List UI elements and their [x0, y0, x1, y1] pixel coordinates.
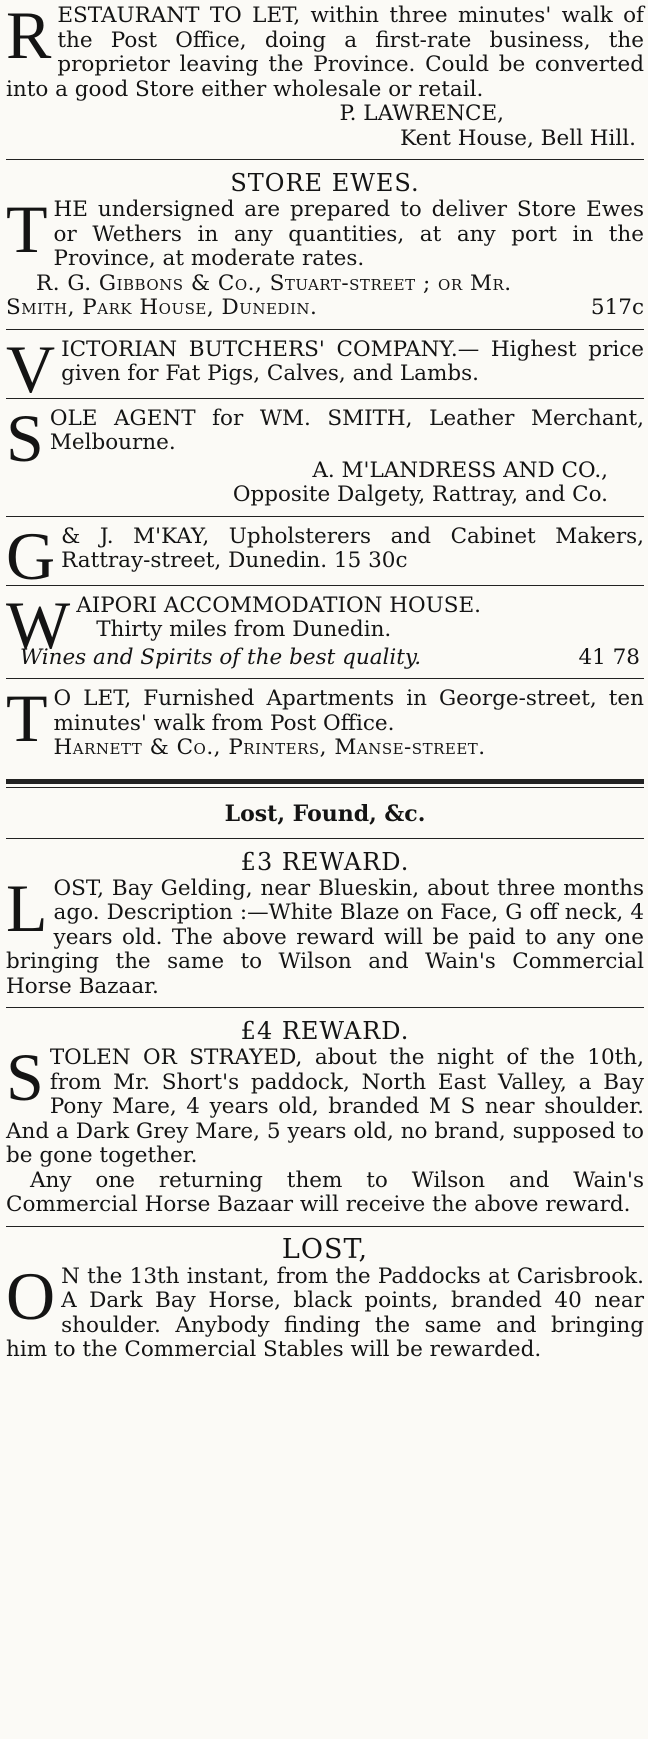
ad-lost	[6, 1235, 644, 1363]
ad-reward-3-body	[6, 869, 644, 1000]
ad-heading: £4 REWARD.	[240, 1017, 410, 1045]
ad-text: ESTAURANT TO LET, within three minutes' walk of the Post Office, doing a first-rate business, the proprietor leaving the Province. Could be converted into a good Store either wholesale or retail.	[6, 3, 644, 102]
ad-mckay-body	[6, 517, 644, 594]
ad-reward-4-body	[6, 1039, 644, 1169]
ad-store-ewes-body	[6, 191, 644, 272]
ad-heading: LOST,	[281, 1233, 369, 1265]
dropcap: R	[6, 0, 52, 73]
ad-contact-line-2	[6, 296, 644, 321]
divider	[6, 838, 644, 839]
ad-reward-3	[6, 847, 644, 1000]
ad-text: HE undersigned are prepared to deliver Store Ewes or Wethers in any quantities, at any port in the Province, at moderate rates.	[53, 197, 644, 271]
section-divider-thick	[6, 779, 644, 784]
ad-code: 15 30c	[333, 548, 408, 573]
ad-reward-4	[6, 1016, 644, 1218]
ad-code: 41 78	[578, 644, 640, 670]
ad-signature-address: Kent House, Bell Hill.	[400, 125, 636, 151]
ad-text: TOLEN OR STRAYED, about the night of the 10th, from Mr. Short's paddock, North East Valley, a Bay Pony Mare, 4 years old, branded M S near shoulder. And a Dark Grey Mare, 5 years old, no brand, supposed to be gone together.	[6, 1045, 644, 1168]
ad-to-let	[6, 680, 644, 761]
dropcap: S	[6, 399, 44, 476]
ad-mckay	[6, 517, 644, 594]
dropcap: T	[6, 191, 48, 267]
ad-text: OST, Bay Gelding, near Blueskin, about three months ago. Description :—White Blaze on Face, G off neck, 4 years old. The above reward will be paid to any one bringing the same to Wilson and Wain's Commercial Horse Bazaar.	[6, 875, 644, 999]
section-divider-thin	[6, 787, 644, 788]
ad-heading: £3 REWARD.	[240, 847, 410, 876]
ad-tagline-text: Wines and Spirits of the best quality.	[20, 644, 422, 670]
ad-signature-name: P. LAWRENCE,	[339, 101, 504, 126]
divider	[6, 159, 644, 160]
ad-contact-line: Harnett & Co., Printers, Manse-street.	[53, 735, 486, 760]
dropcap: L	[6, 869, 48, 946]
ad-contact-line	[6, 272, 644, 297]
ad-waipori-tagline	[6, 646, 644, 671]
ad-text: AIPORI ACCOMMODATION HOUSE.	[76, 592, 481, 618]
divider	[6, 398, 644, 399]
ad-restaurant-body	[6, 0, 644, 102]
ad-contact-text: Smith, Park House, Dunedin.	[6, 295, 318, 320]
ad-text: ICTORIAN BUTCHERS' COMPANY.— Highest price given for Fat Pigs, Calves, and Lambs.	[61, 336, 644, 386]
ad-signature-address: Opposite Dalgety, Rattray, and Co.	[232, 482, 608, 507]
divider	[6, 1007, 644, 1008]
ad-heading: STORE EWES.	[230, 169, 420, 197]
dropcap: G	[6, 517, 56, 594]
dropcap: T	[6, 680, 48, 756]
ad-store-ewes	[6, 168, 644, 321]
ad-text: OLE AGENT for WM. SMITH, Leather Merchant, Melbourne.	[49, 405, 644, 455]
dropcap: O	[6, 1257, 56, 1334]
divider	[6, 329, 644, 330]
divider	[6, 585, 644, 586]
ad-waipori	[6, 586, 644, 671]
ad-victorian-body	[6, 330, 644, 407]
ad-contact-text: R. G. Gibbons & Co., Stuart-street ; or Mr.	[36, 270, 512, 296]
dropcap: W	[6, 586, 71, 663]
ad-victorian-butchers	[6, 330, 644, 407]
ad-text: O LET, Furnished Apartments in George-street, ten minutes' walk from Post Office.	[53, 686, 644, 736]
divider	[6, 516, 644, 517]
ad-signature-name: A. M'LANDRESS AND CO.,	[312, 457, 608, 483]
ad-code: 517c	[590, 295, 644, 320]
ad-lost-body	[6, 1257, 644, 1363]
dropcap: V	[6, 330, 56, 407]
ad-text: Thirty miles from Dunedin.	[96, 617, 392, 642]
section-title: Lost, Found, &c.	[224, 800, 426, 827]
ad-text: N the 13th instant, from the Paddocks at Carisbrook. A Dark Bay Horse, black points, branded 40 near shoulder. Anybody finding the same and bringing him to the Commercial Stables will be rewarded.	[6, 1263, 644, 1362]
divider	[6, 678, 644, 679]
dropcap: S	[6, 1039, 44, 1115]
divider	[6, 1226, 644, 1227]
ad-sole-agent	[6, 399, 644, 508]
ad-text: & J. M'KAY, Upholsterers and Cabinet Makers, Rattray-street, Dunedin.	[61, 523, 644, 573]
ad-restaurant	[6, 0, 644, 151]
ad-reward-4-body-2: Any one returning them to Wilson and Wain's Commercial Horse Bazaar will receive the above reward.	[6, 1167, 644, 1217]
